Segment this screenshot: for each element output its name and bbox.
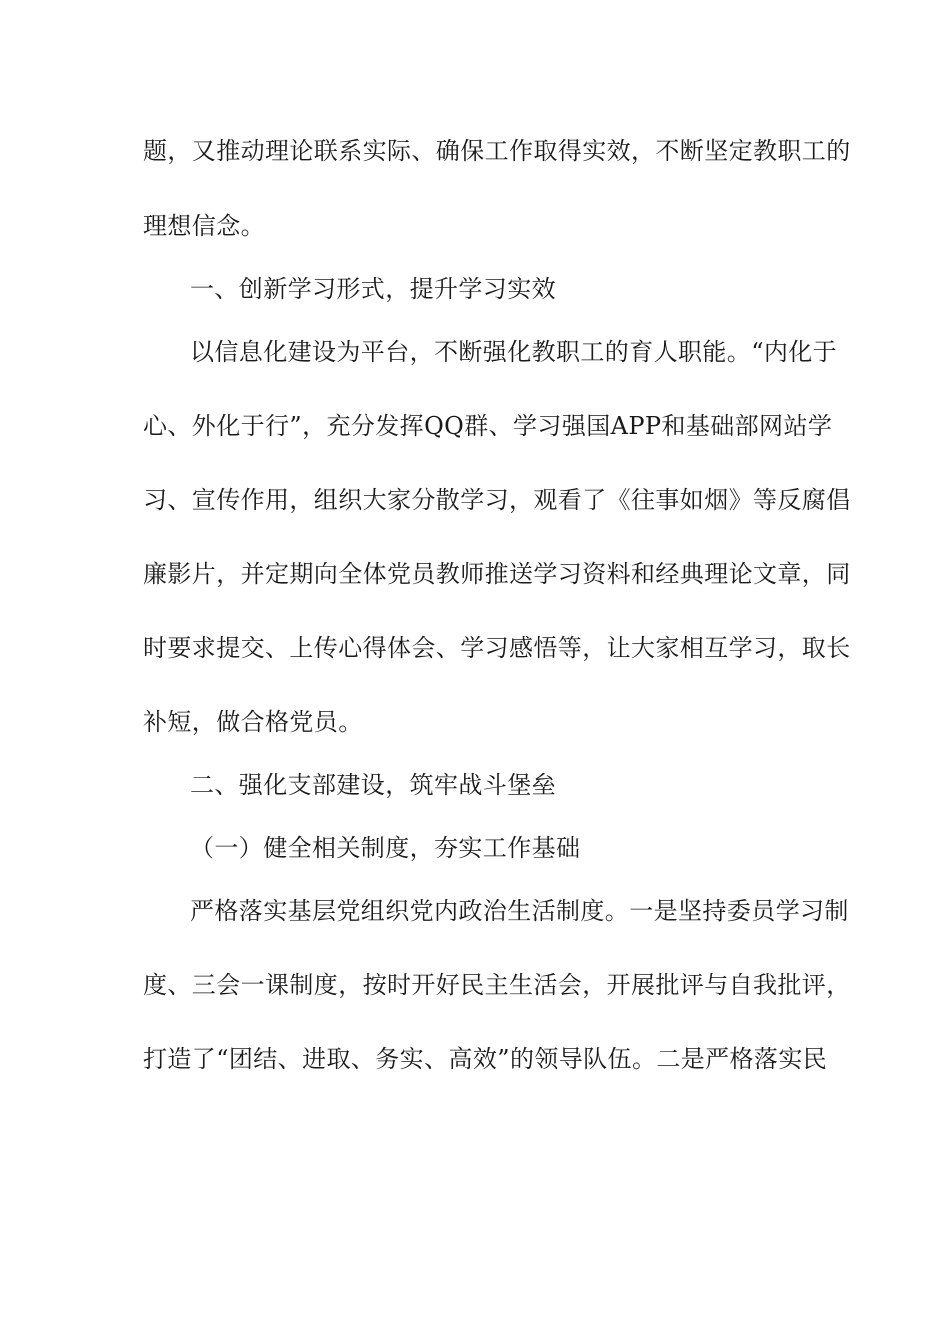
paragraph-line: 度、三会一课制度，按时开好民主生活会，开展批评与自我批评， (143, 971, 851, 999)
paragraph-line: 习、宣传作用，组织大家分散学习，观看了《往事如烟》等反腐倡 (143, 486, 851, 514)
paragraph-line: 心、外化于行”，充分发挥QQ群、学习强国APP和基础部网站学 (143, 412, 833, 440)
paragraph-line: 以信息化建设为平台，不断强化教职工的育人职能。“内化于 (190, 338, 838, 366)
paragraph-line: 严格落实基层党组织党内政治生活制度。一是坚持委员学习制 (190, 897, 849, 925)
paragraph-line: 打造了“团结、进取、务实、高效”的领导队伍。二是严格落实民 (143, 1045, 828, 1073)
paragraph-line: 时要求提交、上传心得体会、学习感悟等，让大家相互学习，取长 (143, 634, 851, 662)
paragraph-line: 理想信念。 (143, 212, 265, 240)
subsection-heading: （一）健全相关制度，夯实工作基础 (190, 834, 581, 862)
paragraph-line: 题，又推动理论联系实际、确保工作取得实效，不断坚定教职工的 (143, 137, 851, 165)
paragraph-line: 补短，做合格党员。 (143, 708, 363, 736)
section-heading: 一、创新学习形式，提升学习实效 (190, 275, 556, 303)
paragraph-line: 廉影片，并定期向全体党员教师推送学习资料和经典理论文章，同 (143, 560, 851, 588)
section-heading: 二、强化支部建设，筑牢战斗堡垒 (190, 771, 556, 799)
